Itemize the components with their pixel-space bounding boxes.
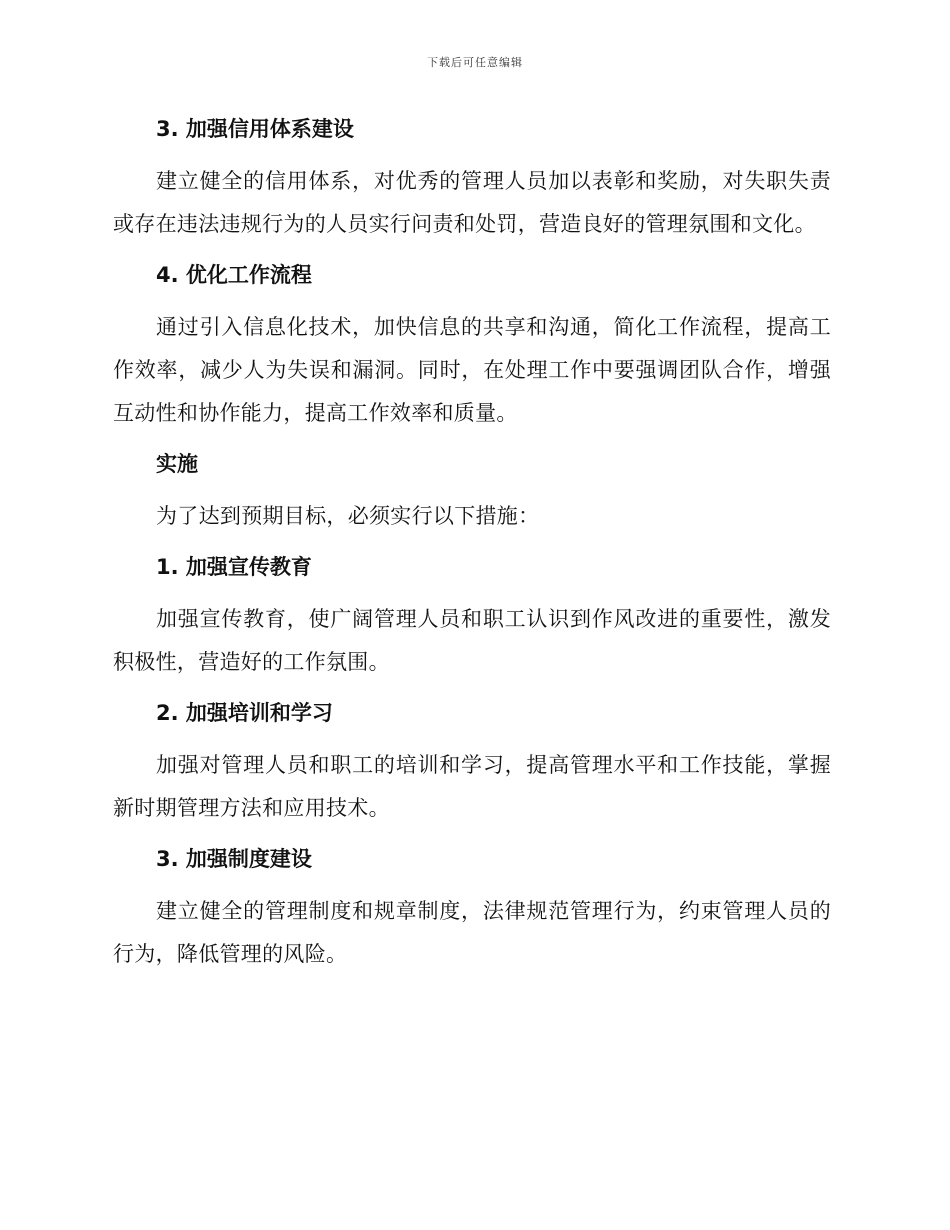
section xyxy=(113,447,831,550)
section-heading: 3. 加强信用体系建设 xyxy=(156,117,354,141)
section-heading: 3. 加强制度建设 xyxy=(156,847,312,871)
section xyxy=(113,550,831,696)
section xyxy=(113,258,831,447)
section-heading: 实施 xyxy=(156,452,198,476)
document-body xyxy=(113,112,831,976)
section-paragraph: 为了达到预期目标，必须实行以下措施： xyxy=(156,504,540,528)
section-heading: 2. 加强培训和学习 xyxy=(156,701,333,725)
section-paragraph: 建立健全的信用体系，对优秀的管理人员加以表彰和奖励，对失职失责或存在违法违规行为的人员实行问责和处罚，营造良好的管理氛围和文化。 xyxy=(113,169,831,236)
section xyxy=(113,842,831,976)
section-paragraph: 加强宣传教育，使广阔管理人员和职工认识到作风改进的重要性，激发积极性，营造好的工作氛围。 xyxy=(113,607,831,674)
section xyxy=(113,696,831,842)
section-heading: 1. 加强宣传教育 xyxy=(156,555,312,579)
header-note: 下载后可任意编辑 xyxy=(427,56,523,69)
section-paragraph: 建立健全的管理制度和规章制度，法律规范管理行为，约束管理人员的行为，降低管理的风险。 xyxy=(113,899,831,966)
section-heading: 4. 优化工作流程 xyxy=(156,263,312,287)
section-paragraph: 加强对管理人员和职工的培训和学习，提高管理水平和工作技能，掌握新时期管理方法和应用技术。 xyxy=(113,753,831,820)
section-paragraph: 通过引入信息化技术，加快信息的共享和沟通，简化工作流程，提高工作效率，减少人为失误和漏洞。同时，在处理工作中要强调团队合作，增强互动性和协作能力，提高工作效率和质量。 xyxy=(113,315,831,425)
section xyxy=(113,112,831,258)
